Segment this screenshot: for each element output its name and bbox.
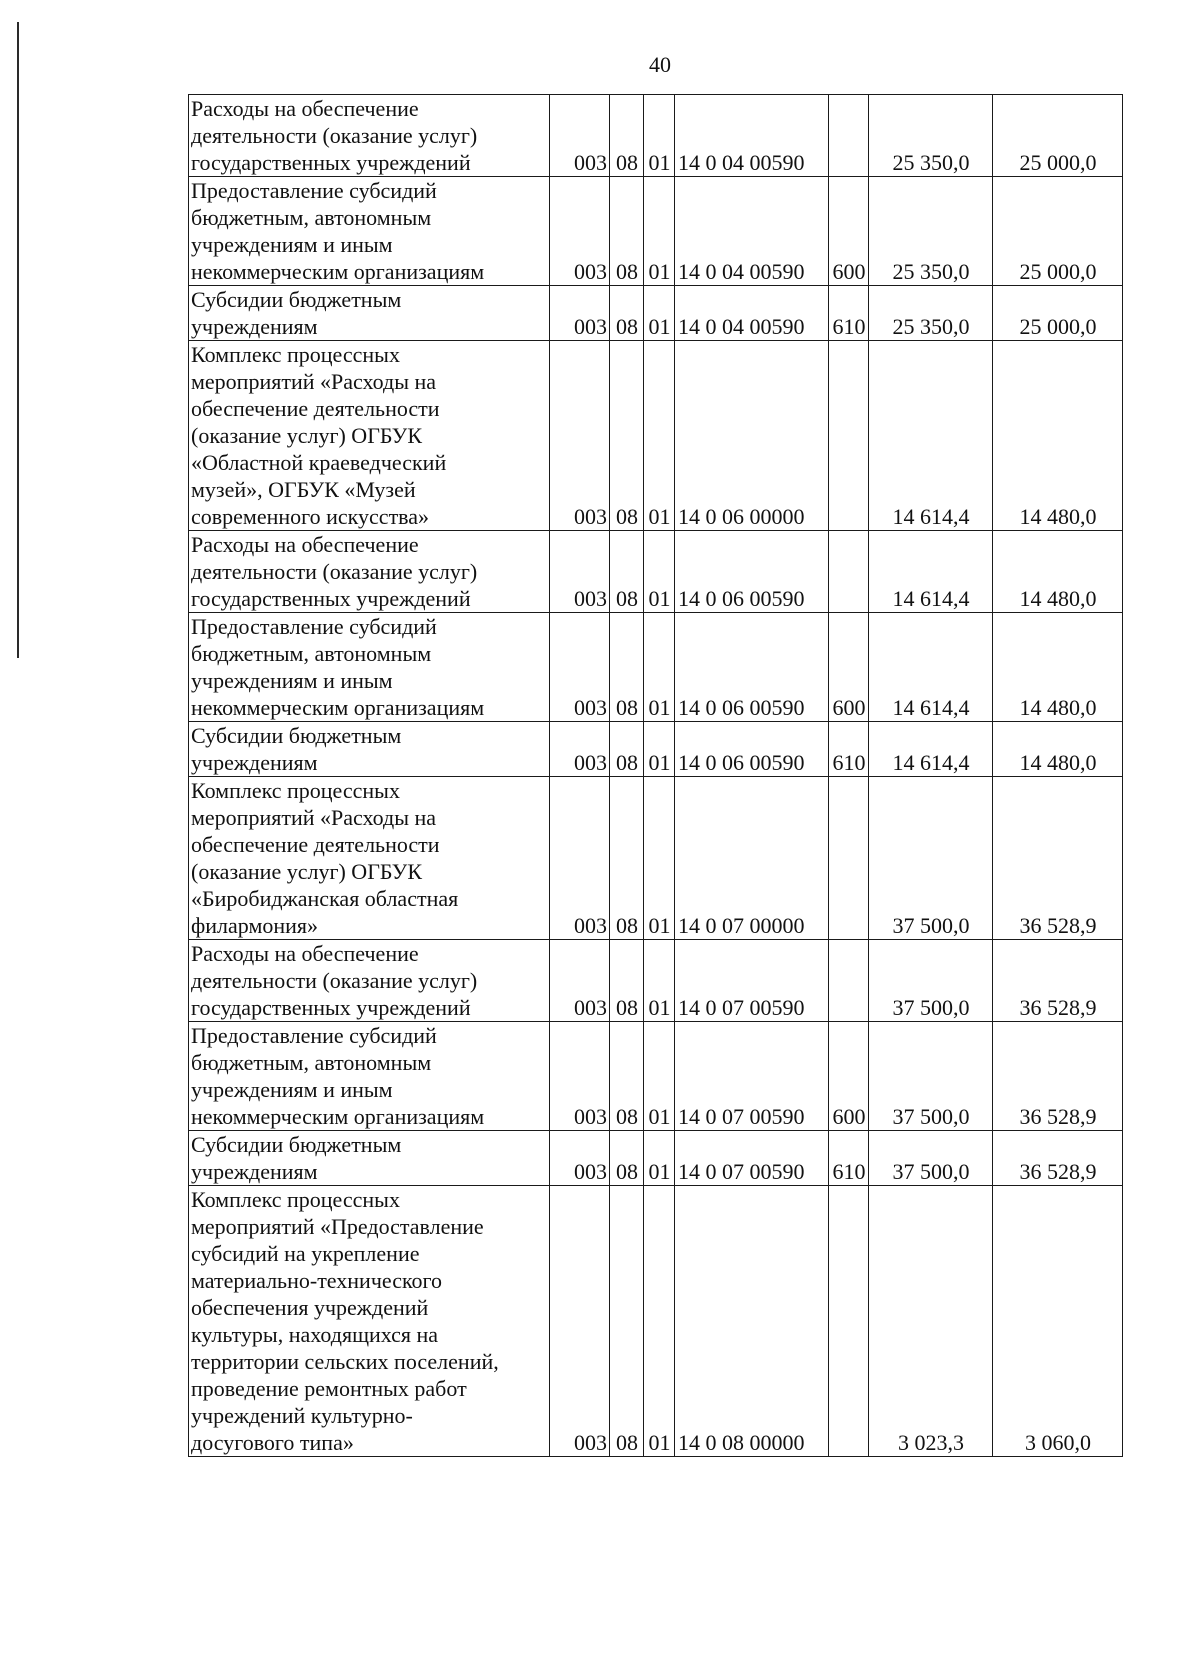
- row-name-cell: Расходы на обеспечение деятельности (оказание услуг) государственных учреждений: [189, 531, 550, 613]
- table-row: [189, 1186, 1123, 1457]
- amount-year-1-cell: 14 614,4: [869, 722, 993, 777]
- table-row: [189, 777, 1123, 940]
- target-article-cell: 14 0 04 00590: [675, 286, 829, 341]
- section-code-cell: 08: [610, 1022, 644, 1131]
- amount-year-1-cell: 14 614,4: [869, 341, 993, 531]
- ministry-code-cell: 003: [550, 341, 610, 531]
- ministry-code-cell: 003: [550, 940, 610, 1022]
- section-code-cell: 08: [610, 940, 644, 1022]
- row-name-cell: Субсидии бюджетным учреждениям: [189, 1131, 550, 1186]
- section-code-cell: 08: [610, 341, 644, 531]
- table-row: [189, 286, 1123, 341]
- subsection-code-cell: 01: [644, 341, 675, 531]
- table-row: [189, 722, 1123, 777]
- ministry-code-cell: 003: [550, 177, 610, 286]
- expense-type-cell: [829, 341, 869, 531]
- amount-year-2-cell: 14 480,0: [993, 613, 1123, 722]
- amount-year-2-cell: 25 000,0: [993, 177, 1123, 286]
- subsection-code-cell: 01: [644, 722, 675, 777]
- table-row: [189, 1022, 1123, 1131]
- amount-year-2-cell: 36 528,9: [993, 1022, 1123, 1131]
- section-code-cell: 08: [610, 613, 644, 722]
- budget-table: [188, 94, 1123, 1457]
- subsection-code-cell: 01: [644, 286, 675, 341]
- row-name-cell: Комплекс процессных мероприятий «Расходы на обеспечение деятельности (оказание услуг) ОГБУК «Областной краеведческий музей», ОГБУК «Музей современного искусства»: [189, 341, 550, 531]
- target-article-cell: 14 0 06 00000: [675, 341, 829, 531]
- amount-year-2-cell: 25 000,0: [993, 95, 1123, 177]
- amount-year-2-cell: 14 480,0: [993, 341, 1123, 531]
- section-code-cell: 08: [610, 177, 644, 286]
- row-name-cell: Расходы на обеспечение деятельности (оказание услуг) государственных учреждений: [189, 95, 550, 177]
- ministry-code-cell: 003: [550, 95, 610, 177]
- section-code-cell: 08: [610, 1186, 644, 1457]
- subsection-code-cell: 01: [644, 777, 675, 940]
- expense-type-cell: [829, 95, 869, 177]
- ministry-code-cell: 003: [550, 1022, 610, 1131]
- amount-year-1-cell: 25 350,0: [869, 286, 993, 341]
- target-article-cell: 14 0 04 00590: [675, 95, 829, 177]
- amount-year-2-cell: 36 528,9: [993, 1131, 1123, 1186]
- section-code-cell: 08: [610, 1131, 644, 1186]
- scan-edge-line: [17, 22, 19, 658]
- target-article-cell: 14 0 08 00000: [675, 1186, 829, 1457]
- row-name-cell: Комплекс процессных мероприятий «Расходы на обеспечение деятельности (оказание услуг) ОГБУК «Биробиджанская областная филармония»: [189, 777, 550, 940]
- target-article-cell: 14 0 07 00000: [675, 777, 829, 940]
- ministry-code-cell: 003: [550, 777, 610, 940]
- row-name-cell: Предоставление субсидий бюджетным, автономным учреждениям и иным некоммерческим организациям: [189, 177, 550, 286]
- amount-year-2-cell: 25 000,0: [993, 286, 1123, 341]
- target-article-cell: 14 0 04 00590: [675, 177, 829, 286]
- amount-year-2-cell: 3 060,0: [993, 1186, 1123, 1457]
- subsection-code-cell: 01: [644, 177, 675, 286]
- amount-year-1-cell: 37 500,0: [869, 777, 993, 940]
- row-name-cell: Расходы на обеспечение деятельности (оказание услуг) государственных учреждений: [189, 940, 550, 1022]
- expense-type-cell: 610: [829, 1131, 869, 1186]
- table-row: [189, 1131, 1123, 1186]
- section-code-cell: 08: [610, 722, 644, 777]
- expense-type-cell: 600: [829, 613, 869, 722]
- subsection-code-cell: 01: [644, 531, 675, 613]
- expense-type-cell: 610: [829, 286, 869, 341]
- amount-year-1-cell: 14 614,4: [869, 613, 993, 722]
- ministry-code-cell: 003: [550, 1186, 610, 1457]
- ministry-code-cell: 003: [550, 286, 610, 341]
- target-article-cell: 14 0 06 00590: [675, 722, 829, 777]
- target-article-cell: 14 0 07 00590: [675, 1022, 829, 1131]
- subsection-code-cell: 01: [644, 613, 675, 722]
- subsection-code-cell: 01: [644, 1131, 675, 1186]
- table-row: [189, 531, 1123, 613]
- expense-type-cell: 610: [829, 722, 869, 777]
- amount-year-1-cell: 14 614,4: [869, 531, 993, 613]
- expense-type-cell: [829, 777, 869, 940]
- expense-type-cell: [829, 1186, 869, 1457]
- ministry-code-cell: 003: [550, 1131, 610, 1186]
- expense-type-cell: [829, 531, 869, 613]
- row-name-cell: Субсидии бюджетным учреждениям: [189, 286, 550, 341]
- row-name-cell: Предоставление субсидий бюджетным, автономным учреждениям и иным некоммерческим организациям: [189, 1022, 550, 1131]
- subsection-code-cell: 01: [644, 95, 675, 177]
- row-name-cell: Предоставление субсидий бюджетным, автономным учреждениям и иным некоммерческим организациям: [189, 613, 550, 722]
- expense-type-cell: 600: [829, 177, 869, 286]
- subsection-code-cell: 01: [644, 1022, 675, 1131]
- amount-year-1-cell: 25 350,0: [869, 95, 993, 177]
- table-row: [189, 940, 1123, 1022]
- expense-type-cell: [829, 940, 869, 1022]
- ministry-code-cell: 003: [550, 613, 610, 722]
- section-code-cell: 08: [610, 777, 644, 940]
- ministry-code-cell: 003: [550, 531, 610, 613]
- amount-year-2-cell: 14 480,0: [993, 531, 1123, 613]
- amount-year-2-cell: 36 528,9: [993, 940, 1123, 1022]
- target-article-cell: 14 0 07 00590: [675, 940, 829, 1022]
- amount-year-1-cell: 25 350,0: [869, 177, 993, 286]
- table-row: [189, 341, 1123, 531]
- table-row: [189, 177, 1123, 286]
- amount-year-1-cell: 37 500,0: [869, 940, 993, 1022]
- subsection-code-cell: 01: [644, 940, 675, 1022]
- target-article-cell: 14 0 06 00590: [675, 613, 829, 722]
- amount-year-1-cell: 37 500,0: [869, 1131, 993, 1186]
- section-code-cell: 08: [610, 95, 644, 177]
- expense-type-cell: 600: [829, 1022, 869, 1131]
- budget-table-body: [189, 95, 1123, 1457]
- ministry-code-cell: 003: [550, 722, 610, 777]
- amount-year-2-cell: 36 528,9: [993, 777, 1123, 940]
- row-name-cell: Комплекс процессных мероприятий «Предоставление субсидий на укрепление материально-технического обеспечения учреждений культуры, находящихся на территории сельских поселений, проведение ремонтных работ учреждений культурно- досугового типа»: [189, 1186, 550, 1457]
- row-name-cell: Субсидии бюджетным учреждениям: [189, 722, 550, 777]
- table-row: [189, 613, 1123, 722]
- target-article-cell: 14 0 07 00590: [675, 1131, 829, 1186]
- table-row: [189, 95, 1123, 177]
- page-number: 40: [649, 52, 671, 77]
- amount-year-2-cell: 14 480,0: [993, 722, 1123, 777]
- amount-year-1-cell: 3 023,3: [869, 1186, 993, 1457]
- subsection-code-cell: 01: [644, 1186, 675, 1457]
- section-code-cell: 08: [610, 531, 644, 613]
- amount-year-1-cell: 37 500,0: [869, 1022, 993, 1131]
- target-article-cell: 14 0 06 00590: [675, 531, 829, 613]
- section-code-cell: 08: [610, 286, 644, 341]
